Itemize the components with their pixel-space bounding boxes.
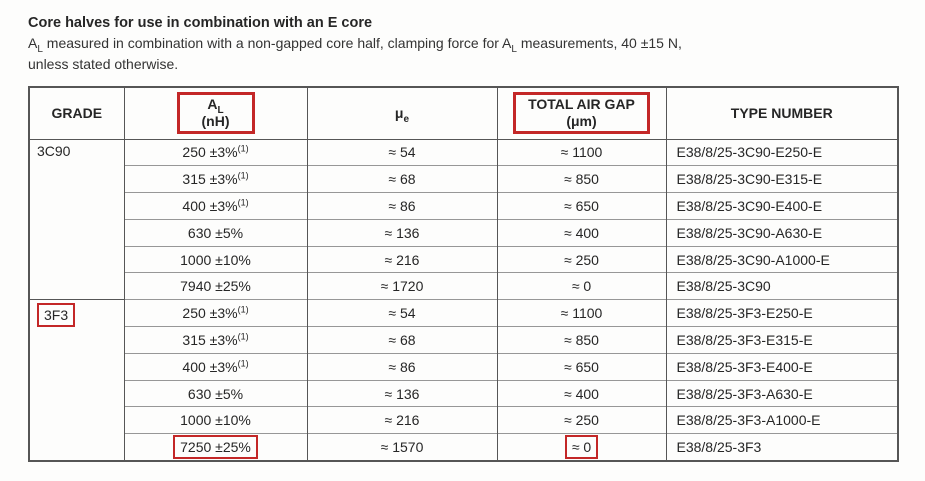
mu-value: ≈ 136 xyxy=(384,224,420,241)
al-value-cell xyxy=(124,273,307,300)
gap-header-unit: (μm) xyxy=(566,113,597,130)
al-header-highlight-box xyxy=(177,92,255,134)
mu-value-cell xyxy=(307,353,497,380)
type-number: E38/8/25-3C90-E400-E xyxy=(676,197,823,214)
al-header-unit: (nH) xyxy=(201,113,230,130)
gap-highlight-box: ≈ 0 xyxy=(565,435,598,459)
gap-value-cell xyxy=(497,434,666,461)
type-number: E38/8/25-3C90-A630-E xyxy=(676,224,823,241)
al-value: 250 ±3%$^{(1)}$ xyxy=(182,143,249,161)
al-value-cell xyxy=(124,353,307,380)
col-header-gap xyxy=(497,87,666,139)
mu-value-cell xyxy=(307,380,497,407)
al-value: 630 ±5% xyxy=(187,224,244,241)
mu-value: ≈ 216 xyxy=(384,412,420,429)
grade-cell-3c90 xyxy=(29,139,124,300)
al-value-cell xyxy=(124,139,307,166)
al-value: 315 ±3%$^{(1)}$ xyxy=(182,331,249,348)
al-value-cell xyxy=(124,434,307,461)
mu-value: ≈ 68 xyxy=(388,331,416,348)
type-number-cell xyxy=(666,300,898,327)
header-row xyxy=(29,87,898,139)
al-value-cell xyxy=(124,246,307,273)
table-row xyxy=(29,300,898,327)
al-value-cell xyxy=(124,193,307,220)
type-header-label: TYPE NUMBER xyxy=(730,105,833,122)
table-row xyxy=(29,139,898,166)
mu-value-cell xyxy=(307,166,497,193)
type-number: E38/8/25-3F3-A630-E xyxy=(676,385,813,402)
mu-value: ≈ 1720 xyxy=(380,278,424,295)
type-number: E38/8/25-3F3 xyxy=(676,438,762,455)
al-value-cell xyxy=(124,407,307,434)
type-number: E38/8/25-3F3-E250-E xyxy=(676,305,813,322)
mu-value: ≈ 86 xyxy=(388,197,416,214)
gap-value: ≈ 850 xyxy=(564,331,599,348)
doc-subtitle-line2: unless stated otherwise. xyxy=(28,56,179,72)
al-value: 315 ±3%$^{(1)}$ xyxy=(182,170,249,188)
type-number-cell xyxy=(666,219,898,246)
gap-value: ≈ 650 xyxy=(564,197,599,214)
mu-value-cell xyxy=(307,300,497,327)
al-value: 400 ±3%$^{(1)}$ xyxy=(182,358,249,375)
gap-value: ≈ 400 xyxy=(564,385,599,402)
type-number-cell xyxy=(666,139,898,166)
mu-value: ≈ 86 xyxy=(388,358,416,375)
type-number-cell xyxy=(666,407,898,434)
gap-header-title: TOTAL AIR GAP xyxy=(528,96,635,113)
col-header-type xyxy=(666,87,898,139)
al-value: 1000 ±10% xyxy=(180,412,251,429)
al-value-cell xyxy=(124,327,307,354)
type-number: E38/8/25-3C90-A1000-E xyxy=(676,251,830,268)
col-header-mu xyxy=(307,87,497,139)
table-row xyxy=(29,273,898,300)
al-value: 250 ±3%$^{(1)}$ xyxy=(182,304,249,322)
al-value: 630 ±5% xyxy=(187,385,244,402)
mu-value-cell xyxy=(307,139,497,166)
type-number-cell xyxy=(666,380,898,407)
gap-value-cell xyxy=(497,327,666,354)
core-halves-table xyxy=(28,86,899,462)
gap-value-cell xyxy=(497,166,666,193)
gap-value: ≈ 250 xyxy=(564,412,599,429)
type-number-cell xyxy=(666,193,898,220)
gap-value-cell xyxy=(497,219,666,246)
type-number: E38/8/25-3C90-E250-E xyxy=(676,144,823,161)
table-row xyxy=(29,166,898,193)
type-number: E38/8/25-3C90 xyxy=(676,278,771,295)
mu-value-cell xyxy=(307,219,497,246)
mu-value-cell xyxy=(307,407,497,434)
al-value-cell xyxy=(124,166,307,193)
gap-value: ≈ 650 xyxy=(564,358,599,375)
table-header xyxy=(29,87,898,139)
mu-value-cell xyxy=(307,434,497,461)
grade-highlight-box: 3F3 xyxy=(37,303,75,327)
table-row xyxy=(29,434,898,461)
gap-value-cell xyxy=(497,139,666,166)
mu-value: ≈ 216 xyxy=(384,251,420,268)
type-number-cell xyxy=(666,246,898,273)
table-row xyxy=(29,246,898,273)
type-number-cell xyxy=(666,273,898,300)
gap-value-cell xyxy=(497,246,666,273)
table-row xyxy=(29,380,898,407)
table-row xyxy=(29,327,898,354)
al-value-cell xyxy=(124,380,307,407)
gap-value: ≈ 250 xyxy=(564,251,599,268)
doc-subtitle-line1: $A_L$ measured in combination with a non-gapped core half, clamping force for $A_L$ measurements, 40 ±15 N, xyxy=(28,35,682,55)
mu-value-cell xyxy=(307,246,497,273)
type-number: E38/8/25-3C90-E315-E xyxy=(676,171,823,188)
al-value: 7940 ±25% xyxy=(180,278,251,295)
type-number-cell xyxy=(666,166,898,193)
gap-value-cell xyxy=(497,273,666,300)
mu-value-cell xyxy=(307,327,497,354)
gap-value: ≈ 1100 xyxy=(560,144,603,161)
type-number-cell xyxy=(666,353,898,380)
mu-header-label: $\mu_e$ xyxy=(394,105,410,126)
table-row xyxy=(29,219,898,246)
al-value-cell xyxy=(124,219,307,246)
type-number: E38/8/25-3F3-E400-E xyxy=(676,358,813,375)
type-number-cell xyxy=(666,434,898,461)
gap-value: ≈ 400 xyxy=(564,224,599,241)
gap-header-highlight-box xyxy=(513,92,650,134)
type-number-cell xyxy=(666,327,898,354)
mu-value-cell xyxy=(307,273,497,300)
table-row xyxy=(29,407,898,434)
mu-value: ≈ 1570 xyxy=(380,438,424,455)
gap-value-cell xyxy=(497,380,666,407)
gap-value-cell xyxy=(497,407,666,434)
grade-cell-3f3 xyxy=(29,300,124,461)
gap-value: ≈ 1100 xyxy=(560,305,603,322)
grade-header-label: GRADE xyxy=(51,105,103,122)
type-number: E38/8/25-3F3-A1000-E xyxy=(676,412,821,429)
grade-label: 3C90 xyxy=(37,142,71,159)
col-header-al xyxy=(124,87,307,139)
al-value-cell xyxy=(124,300,307,327)
mu-value-cell xyxy=(307,193,497,220)
gap-value-cell xyxy=(497,193,666,220)
gap-value: ≈ 850 xyxy=(564,171,599,188)
mu-value: ≈ 68 xyxy=(388,171,416,188)
gap-value-cell xyxy=(497,300,666,327)
type-number: E38/8/25-3F3-E315-E xyxy=(676,331,813,348)
al-highlight-box: 7250 ±25% xyxy=(173,435,258,459)
mu-value: ≈ 54 xyxy=(388,144,416,161)
al-header-symbol: $A_L$ xyxy=(207,96,224,117)
table-body xyxy=(29,139,898,461)
table-row xyxy=(29,193,898,220)
mu-value: ≈ 54 xyxy=(388,305,416,322)
al-value: 1000 ±10% xyxy=(180,251,251,268)
doc-title: Core halves for use in combination with an E core xyxy=(28,15,373,31)
mu-value: ≈ 136 xyxy=(384,385,420,402)
col-header-grade xyxy=(29,87,124,139)
table-row xyxy=(29,353,898,380)
gap-value-cell xyxy=(497,353,666,380)
gap-value: ≈ 0 xyxy=(571,278,592,295)
al-value: 400 ±3%$^{(1)}$ xyxy=(182,197,249,214)
